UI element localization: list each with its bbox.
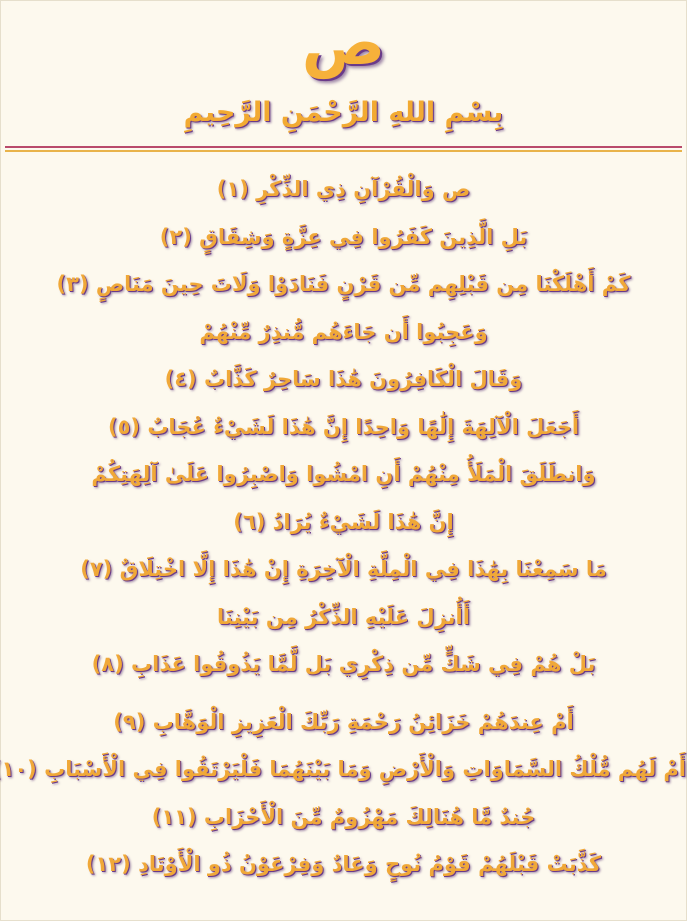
verse-number: (١٢) — [85, 852, 131, 876]
verse-line — [1, 356, 686, 404]
verse-line — [1, 699, 686, 747]
verse-line — [1, 641, 686, 689]
verse-number: (٥) — [107, 414, 141, 439]
verse-line — [1, 214, 686, 262]
basmala: بِسْمِ اللهِ الرَّحْمَنِ الرَّحِيمِ — [183, 97, 504, 128]
verse-number: (١) — [216, 177, 249, 201]
verse-line — [1, 546, 686, 594]
verse-list — [1, 166, 686, 889]
verse-line — [1, 166, 686, 214]
verse-number: (٣) — [56, 272, 89, 296]
verse-text: بَلِ الَّذِينَ كَفَرُوا فِي عِزَّةٍ وَشِقَاقٍ — [199, 224, 528, 249]
verse-text: أَمْ عِندَهُمْ خَزَائِنُ رَحْمَةِ رَبِّكَ الْعَزِيزِ الْوَهَّابِ — [152, 709, 574, 734]
verse-line — [1, 451, 686, 499]
verse-line — [1, 404, 686, 452]
verse-text: بَلْ هُمْ فِي شَكٍّ مِّن ذِكْرِي بَل لَّمَّا يَذُوقُوا عَذَابِ — [131, 652, 596, 676]
verse-line — [1, 594, 686, 642]
verse-text: جُندٌ مَّا هُنَالِكَ مَهْزُومٌ مِّنَ الْأَحْزَابِ — [203, 804, 536, 829]
verse-number: (٨) — [91, 652, 124, 676]
divider-line-top — [5, 146, 682, 148]
header-divider — [5, 146, 682, 152]
verse-line — [1, 499, 686, 547]
verse-number: (١٠ — [1, 757, 37, 781]
verse-line — [1, 261, 686, 309]
verse-text: وَقَالَ الْكَافِرُونَ هَٰذَا سَاحِرٌ كَذَّابٌ — [203, 367, 523, 391]
verse-number: (٦) — [233, 509, 266, 534]
verse-line — [1, 309, 686, 357]
verse-text: وَانطَلَقَ الْمَلَأُ مِنْهُمْ أَنِ امْشُوا وَاصْبِرُوا عَلَىٰ آلِهَتِكُمْ — [91, 462, 596, 486]
verse-text: أَأُنزِلَ عَلَيْهِ الذِّكْرُ مِن بَيْنِنَا — [217, 604, 470, 629]
verse-text: إِنَّ هَٰذَا لَشَيْءٌ يُرَادُ — [272, 509, 454, 534]
verse-text: كَذَّبَتْ قَبْلَهُمْ قَوْمُ نُوحٍ وَعَادٌ وَفِرْعَوْنُ ذُو الْأَوْتَادِ — [138, 852, 602, 876]
divider-line-bottom — [5, 150, 682, 152]
verse-text: أَجَعَلَ الْآلِهَةَ إِلَٰهًا وَاحِدًا إِنَّ هَٰذَا لَشَيْءٌ عُجَابٌ — [147, 414, 580, 439]
verse-text: كَمْ أَهْلَكْنَا مِن قَبْلِهِم مِّن قَرْنٍ فَنَادَوْا وَلَاتَ حِينَ مَنَاصٍ — [95, 272, 631, 296]
verse-text: وَعَجِبُوا أَن جَاءَهُم مُّنذِرٌ مِّنْهُمْ — [199, 319, 488, 344]
verse-number: (١١) — [151, 804, 197, 829]
verse-text: ص وَالْقُرْآنِ ذِي الذِّكْرِ — [256, 177, 471, 201]
verse-text: أَمْ لَهُم مُّلْكُ السَّمَاوَاتِ وَالْأَرْضِ وَمَا بَيْنَهُمَا فَلْيَرْتَقُوا فِي الْأَسْبَابِ — [44, 757, 686, 781]
verse-number: (٧) — [80, 557, 113, 581]
surah-title: ص — [301, 6, 386, 79]
verse-text: مَا سَمِعْنَا بِهَٰذَا فِي الْمِلَّةِ الْآخِرَةِ إِنْ هَٰذَا إِلَّا اخْتِلَاقٌ — [119, 557, 607, 581]
verse-number: (٩) — [113, 709, 146, 734]
verse-number: (٢) — [159, 224, 192, 249]
verse-line — [1, 794, 686, 842]
verse-number: (٤) — [164, 367, 197, 391]
verse-line — [1, 746, 686, 794]
verse-line — [1, 841, 686, 889]
